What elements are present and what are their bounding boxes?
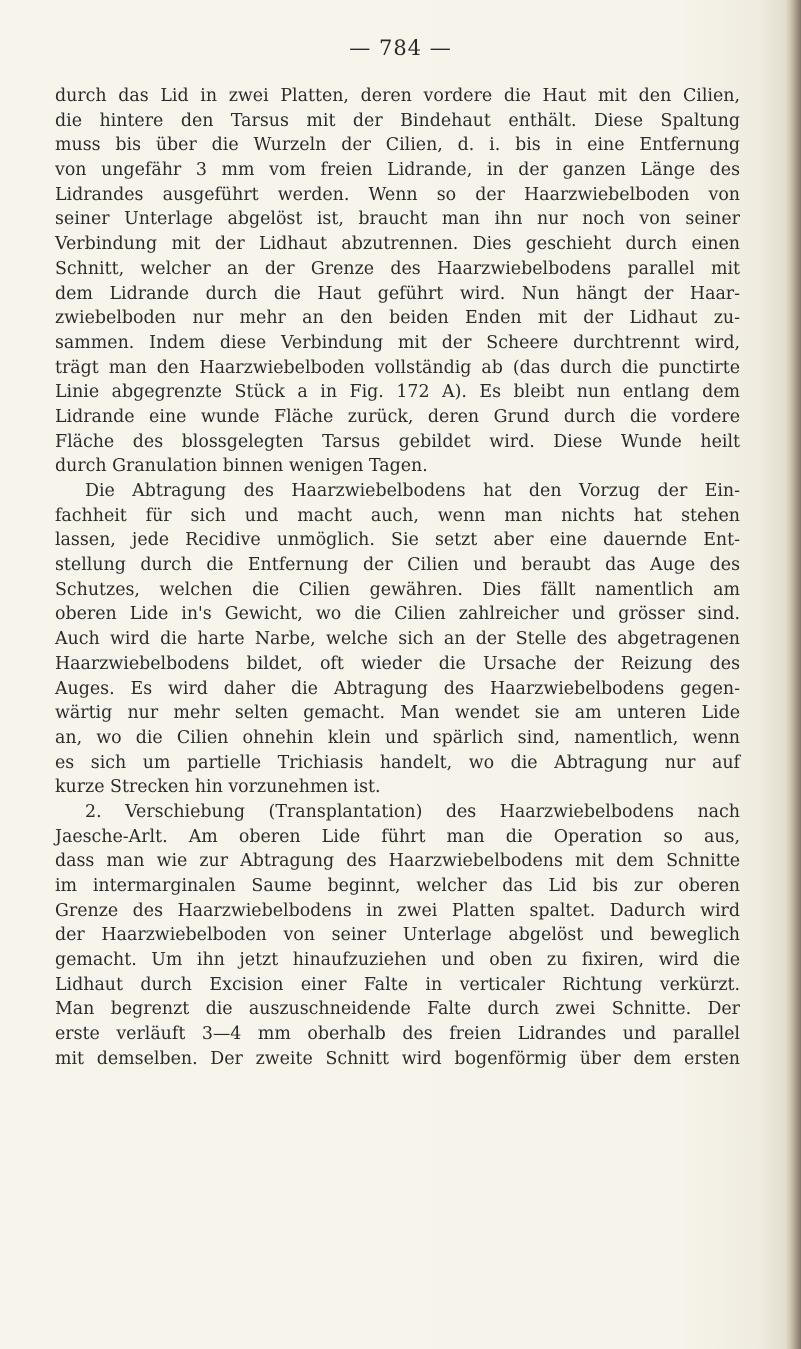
text-line: es sich um partielle Trichiasis handelt, wo die Abtragung nur auf xyxy=(55,752,740,773)
text-line: Lidhaut durch Excision einer Falte in verticaler Richtung verkürzt. xyxy=(55,974,740,995)
text-line: zwiebelboden nur mehr an den beiden Enden mit der Lidhaut zu- xyxy=(55,308,740,329)
text-line: muss bis über die Wurzeln der Cilien, d. i. bis in eine Entfernung xyxy=(55,135,740,156)
text-line: Fläche des blossgelegten Tarsus gebildet wird. Diese Wunde heilt xyxy=(55,431,740,452)
text-line: Lidrandes ausgeführt werden. Wenn so der Haarzwiebelboden von xyxy=(55,184,740,205)
paragraph-start-line: 2. Verschiebung (Transplantation) des Haarzwiebelbodens nach xyxy=(85,801,740,822)
text-line: fachheit für sich und macht auch, wenn man nichts hat stehen xyxy=(55,505,740,526)
text-line: Schnitt, welcher an der Grenze des Haarzwiebelbodens parallel mit xyxy=(55,258,740,279)
text-line: Auch wird die harte Narbe, welche sich an der Stelle des abgetragenen xyxy=(55,629,740,650)
text-line: Man begrenzt die auszuschneidende Falte durch zwei Schnitte. Der xyxy=(55,999,740,1020)
text-line: an, wo die Cilien ohnehin klein und spärlich sind, namentlich, wenn xyxy=(55,727,740,748)
text-line: sammen. Indem diese Verbindung mit der Scheere durchtrennt wird, xyxy=(55,332,740,353)
text-line: oberen Lide in's Gewicht, wo die Cilien zahlreicher und grösser sind. xyxy=(55,604,740,625)
text-line: mit demselben. Der zweite Schnitt wird bogenförmig über dem ersten xyxy=(55,1048,740,1069)
text-line: Schutzes, welchen die Cilien gewähren. Dies fällt namentlich am xyxy=(55,579,740,600)
text-line: wärtig nur mehr selten gemacht. Man wendet sie am unteren Lide xyxy=(55,703,740,724)
text-line: stellung durch die Entfernung der Cilien und beraubt das Auge des xyxy=(55,555,740,576)
text-line: durch Granulation binnen wenigen Tagen. xyxy=(55,456,428,477)
text-line: erste verläuft 3—4 mm oberhalb des freien Lidrandes und parallel xyxy=(55,1024,740,1045)
text-line: dass man wie zur Abtragung des Haarzwiebelbodens mit dem Schnitte xyxy=(55,851,740,872)
text-line: durch das Lid in zwei Platten, deren vordere die Haut mit den Cilien, xyxy=(55,86,740,106)
page-edge-shadow xyxy=(785,0,801,1349)
text-line: gemacht. Um ihn jetzt hinaufzuziehen und oben zu fixiren, wird die xyxy=(55,950,740,971)
text-line: Auges. Es wird daher die Abtragung des Haarzwiebelbodens gegen- xyxy=(55,678,740,699)
text-line: Grenze des Haarzwiebelbodens in zwei Platten spaltet. Dadurch wird xyxy=(55,900,740,921)
page-number: — 784 — xyxy=(349,36,452,60)
text-line: die hintere den Tarsus mit der Bindehaut enthält. Diese Spaltung xyxy=(55,110,740,131)
paragraph-start-line: Die Abtragung des Haarzwiebelbodens hat den Vorzug der Ein- xyxy=(85,481,740,501)
text-line: im intermarginalen Saume beginnt, welcher das Lid bis zur oberen xyxy=(55,876,740,896)
text-line: kurze Strecken hin vorzunehmen ist. xyxy=(55,777,381,798)
text-line: seiner Unterlage abgelöst ist, braucht man ihn nur noch von seiner xyxy=(55,209,740,230)
text-line: Jaesche-Arlt. Am oberen Lide führt man die Operation so aus, xyxy=(55,826,740,847)
text-line: dem Lidrande durch die Haut geführt wird. Nun hängt der Haar- xyxy=(55,283,740,304)
text-line: von ungefähr 3 mm vom freien Lidrande, in der ganzen Länge des xyxy=(55,160,740,181)
text-line: Linie abgegrenzte Stück a in Fig. 172 A). Es bleibt nun entlang dem xyxy=(55,382,740,403)
text-line: trägt man den Haarzwiebelboden vollständig ab (das durch die punctirte xyxy=(55,357,740,378)
text-line: Verbindung mit der Lidhaut abzutrennen. Dies geschieht durch einen xyxy=(55,234,740,255)
text-line: lassen, jede Recidive unmöglich. Sie setzt aber eine dauernde Ent- xyxy=(55,530,740,551)
text-line: Haarzwiebelbodens bildet, oft wieder die Ursache der Reizung des xyxy=(55,653,740,674)
text-line: Lidrande eine wunde Fläche zurück, deren Grund durch die vordere xyxy=(55,406,740,427)
body-text xyxy=(55,84,740,1072)
text-line: der Haarzwiebelboden von seiner Unterlage abgelöst und beweglich xyxy=(55,925,740,946)
